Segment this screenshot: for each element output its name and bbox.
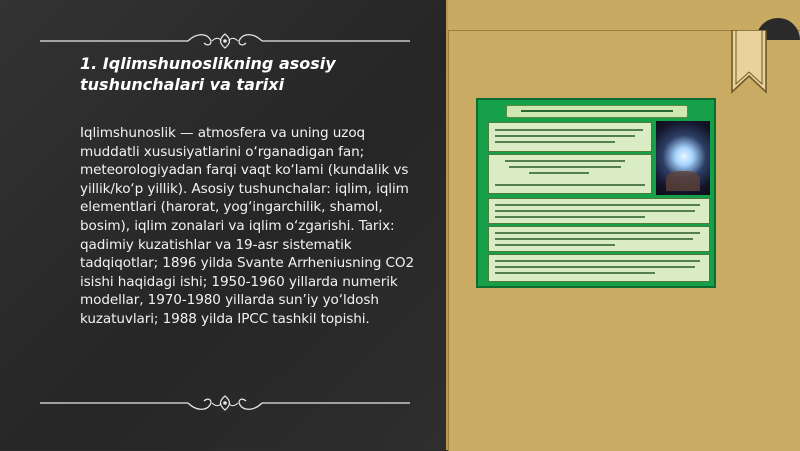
infographic-block	[488, 122, 652, 152]
panel-divider	[446, 0, 448, 450]
infographic-image	[476, 98, 716, 288]
infographic-heading-bar	[506, 105, 688, 118]
globe-hands-icon	[656, 121, 710, 195]
flourish-divider-icon	[40, 393, 410, 413]
infographic-block	[488, 154, 652, 194]
infographic-block	[488, 254, 710, 282]
slide-title: 1. Iqlimshunoslikning asosiy tushunchalari va tarixi	[80, 54, 336, 94]
flourish-divider-icon	[40, 31, 410, 51]
infographic-block	[488, 226, 710, 252]
infographic-block	[488, 198, 710, 224]
bookmark-ribbon-icon	[730, 30, 768, 94]
slide-body-text: Iqlimshunoslik — atmosfera va uning uzoq muddatli xususiyatlarini o‘rganadigan fan; meteorologiyadan farqi vaqt ko‘lami (kundalik vs yillik/ko‘p yillik). Asosiy tushunchalar: iqlim, iqlim elementlari (harorat, yog‘ingarchilik, shamol, bosim), iqlim zonalari va iqlim o‘zgarishi. Tarix: qadimiy kuzatishlar va 19-asr sistematik tadqiqotlar; 1896 yilda Svante Arrheniusning CO2 isishi haqidagi ishi; 1950-1960 yillarda numerik modellar, 1970-1980 yillarda sun’iy yo‘ldosh kuzatuvlari; 1988 yilda IPCC tashkil topishi.	[80, 125, 415, 327]
